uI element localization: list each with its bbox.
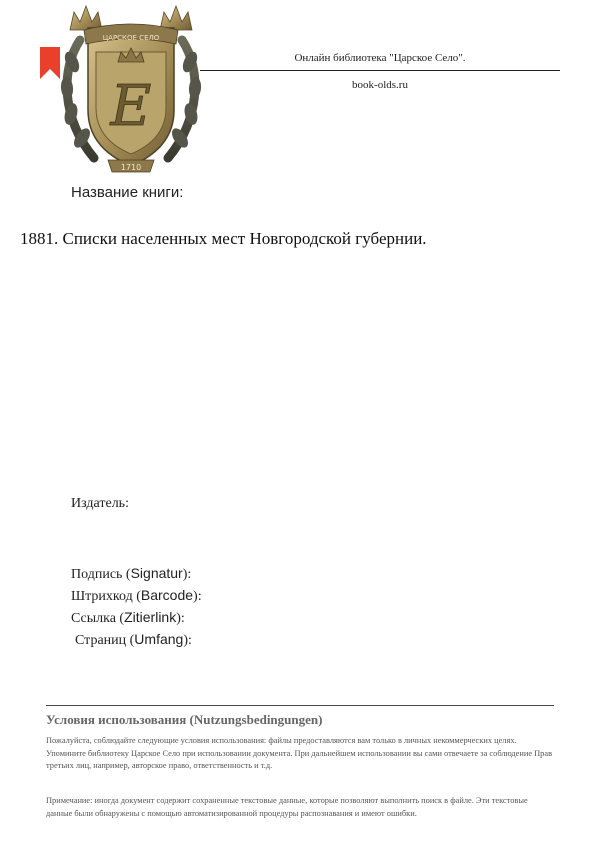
bookmark-icon: [40, 47, 60, 79]
link-close: ):: [176, 611, 185, 626]
signature-close: ):: [182, 567, 192, 582]
link-row: [71, 607, 202, 629]
emblem-year: 1710: [120, 163, 142, 172]
emblem-monogram: Е: [110, 74, 152, 139]
emblem-ribbon-text: ЦАРСКОЕ СЕЛО: [102, 34, 160, 42]
book-title: 1881. Списки населенных мест Новгородской губернии.: [20, 229, 427, 248]
signature-label: Подпись (: [71, 567, 131, 582]
barcode-close: ):: [193, 589, 202, 604]
pages-row: [71, 629, 202, 651]
terms-heading: Условия использования (Nutzungsbedingungen): [46, 712, 323, 727]
pages-label: Страниц (: [75, 633, 135, 648]
signature-row: [71, 563, 202, 585]
footer-divider: [46, 705, 554, 706]
barcode-row: [71, 585, 202, 607]
library-title: Онлайн библиотека "Царское Село".: [294, 52, 466, 64]
publisher-label: Издатель:: [71, 496, 129, 511]
barcode-label: Штрихкод (: [71, 589, 141, 604]
link-label: Ссылка (: [71, 611, 125, 626]
link-latin: Zitierlink: [124, 609, 177, 625]
library-site-link[interactable]: book-olds.ru: [352, 79, 408, 91]
pages-latin: Umfang: [134, 631, 184, 647]
pages-close: ):: [183, 633, 192, 648]
tsarskoe-selo-coat-of-arms-icon: [58, 0, 204, 175]
barcode-latin: Barcode: [140, 587, 194, 603]
header-divider: [200, 70, 560, 71]
signature-latin: Signatur: [130, 565, 183, 581]
book-title-label: Название книги:: [71, 184, 184, 201]
terms-text: Пожалуйста, соблюдайте следующие условия использования: файлы предоставляются вам только в личных некоммерческих целях. Упомините библиотеку Царское Село при использовании документа. При дальнейшем использовании вы сами отвечаете за соблюдение Прав третьих лиц, например, авторское право, ответственность и т.д.: [46, 736, 553, 770]
book-metadata: [71, 563, 202, 651]
ocr-note-text: Примечание: иногда документ содержит сохраненные текстовые данные, которые позволяют выполнить поиск в файле. Эти текстовые данные были обнаружены с помощью автоматизированной процедуры распознавания и имеют ошибки.: [46, 796, 528, 818]
